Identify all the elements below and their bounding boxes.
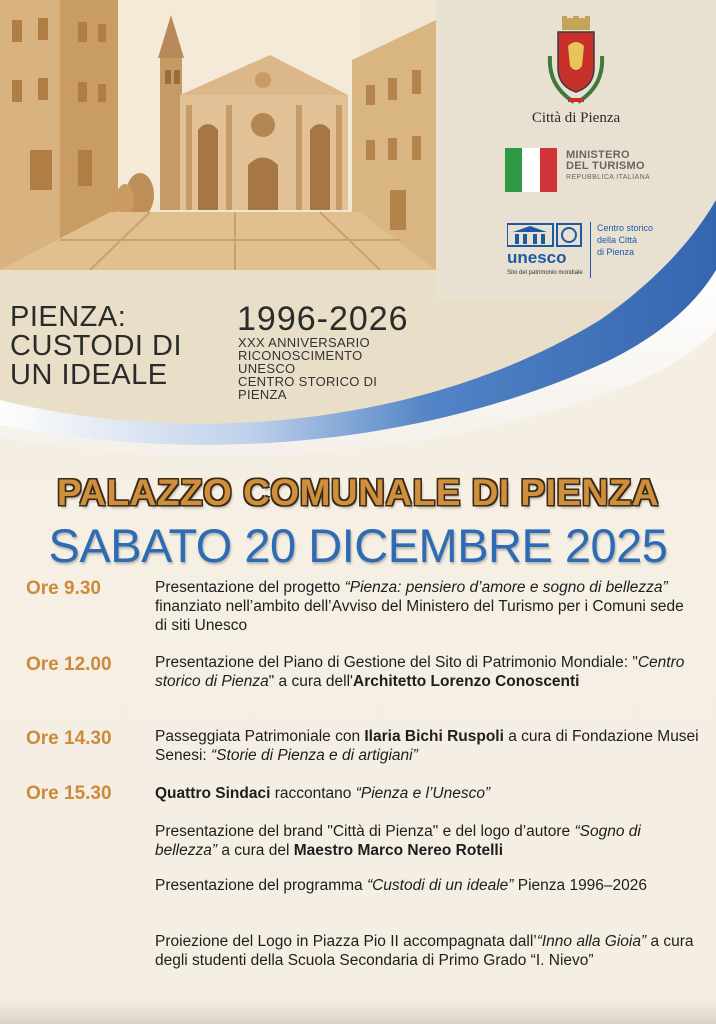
italic-text: “Pienza: pensiero d’amore e sogno di bellezza” bbox=[344, 579, 668, 596]
unesco-site-line: Centro storico bbox=[597, 223, 654, 233]
schedule-description bbox=[155, 876, 700, 895]
venue-heading: PALAZZO COMUNALE DI PIENZA bbox=[56, 472, 660, 513]
text: Pienza 1996–2026 bbox=[513, 877, 648, 894]
ministry-line2: DEL TURISMO bbox=[566, 160, 645, 172]
title-line: CUSTODI DI bbox=[10, 330, 183, 362]
schedule-time: Ore 12.00 bbox=[26, 654, 112, 675]
italic-text: “Pienza e l’Unesco” bbox=[355, 785, 491, 802]
italic-text: Centro storico di Pienza bbox=[155, 654, 685, 690]
unesco-site-line: della Città bbox=[597, 235, 638, 245]
bold-text: Maestro Marco Nereo Rotelli bbox=[293, 842, 504, 859]
divider bbox=[590, 222, 591, 278]
schedule-time: Ore 9.30 bbox=[26, 578, 101, 599]
anniversary-subtitle bbox=[238, 336, 418, 401]
schedule-description bbox=[155, 653, 700, 691]
schedule-time: Ore 15.30 bbox=[26, 783, 112, 804]
unesco-site-name bbox=[597, 222, 677, 258]
italic-text: “Custodi di un ideale” bbox=[366, 877, 514, 894]
text: Presentazione del programma bbox=[155, 877, 367, 894]
subtitle-line: XXX ANNIVERSARIO bbox=[238, 335, 370, 350]
unesco-subtitle: Sito del patrimonio mondiale bbox=[507, 270, 583, 276]
text: Presentazione del brand "Città di Pienza" e del logo d’autore bbox=[155, 823, 575, 840]
italian-flag-icon bbox=[505, 148, 557, 192]
text: " a cura dell' bbox=[268, 673, 354, 690]
subtitle-line: CENTRO STORICO DI bbox=[238, 374, 378, 389]
italic-text: “Storie di Pienza e di artigiani” bbox=[211, 747, 418, 764]
text: Presentazione del progetto bbox=[155, 579, 345, 596]
text: finanziato nell’ambito dell’Avviso del Ministero del Turismo per i Comuni sede di siti Unesco bbox=[155, 598, 684, 634]
text: a cura degli studenti della Scuola Secondaria di Primo Grado “I. Nievo” bbox=[155, 933, 694, 969]
unesco-wordmark: unesco bbox=[507, 248, 567, 267]
event-title bbox=[10, 303, 220, 390]
ministry-line1: MINISTERO bbox=[566, 149, 630, 161]
title-line: PIENZA: bbox=[10, 301, 127, 333]
subtitle-line: UNESCO bbox=[238, 361, 296, 376]
text: raccontano bbox=[270, 785, 356, 802]
ministry-logo bbox=[566, 150, 676, 183]
schedule-description bbox=[155, 727, 700, 765]
city-crest-icon bbox=[544, 16, 608, 108]
text: a cura del bbox=[217, 842, 294, 859]
ministry-line3: REPUBBLICA ITALIANA bbox=[566, 174, 651, 181]
schedule-description bbox=[155, 932, 700, 970]
text: Presentazione del Piano di Gestione del Sito di Patrimonio Mondiale: " bbox=[155, 654, 638, 671]
bold-text: Ilaria Bichi Ruspoli bbox=[364, 728, 504, 745]
title-line: UN IDEALE bbox=[10, 359, 168, 391]
bold-text: Architetto Lorenzo Conoscenti bbox=[353, 673, 580, 690]
schedule-time: Ore 14.30 bbox=[26, 728, 112, 749]
subtitle-line: RICONOSCIMENTO bbox=[238, 348, 363, 363]
city-name: Città di Pienza bbox=[531, 110, 621, 126]
text: Passeggiata Patrimoniale con bbox=[155, 728, 365, 745]
schedule-description bbox=[155, 784, 700, 803]
schedule-description bbox=[155, 822, 700, 860]
schedule-description bbox=[155, 578, 700, 635]
event-date: SABATO 20 DICEMBRE 2025 bbox=[48, 519, 668, 572]
italic-text: “Inno alla Gioia” bbox=[536, 933, 647, 950]
text: a cura di Fondazione Musei Senesi: bbox=[155, 728, 699, 764]
subtitle-line: PIENZA bbox=[238, 387, 287, 402]
unesco-site-line: di Pienza bbox=[597, 247, 635, 257]
italic-text: “Sogno di bellezza” bbox=[155, 823, 641, 859]
anniversary-years: 1996-2026 bbox=[237, 300, 409, 338]
text: Proiezione del Logo in Piazza Pio II accompagnata dall’ bbox=[155, 933, 537, 950]
bold-text: Quattro Sindaci bbox=[155, 785, 271, 802]
